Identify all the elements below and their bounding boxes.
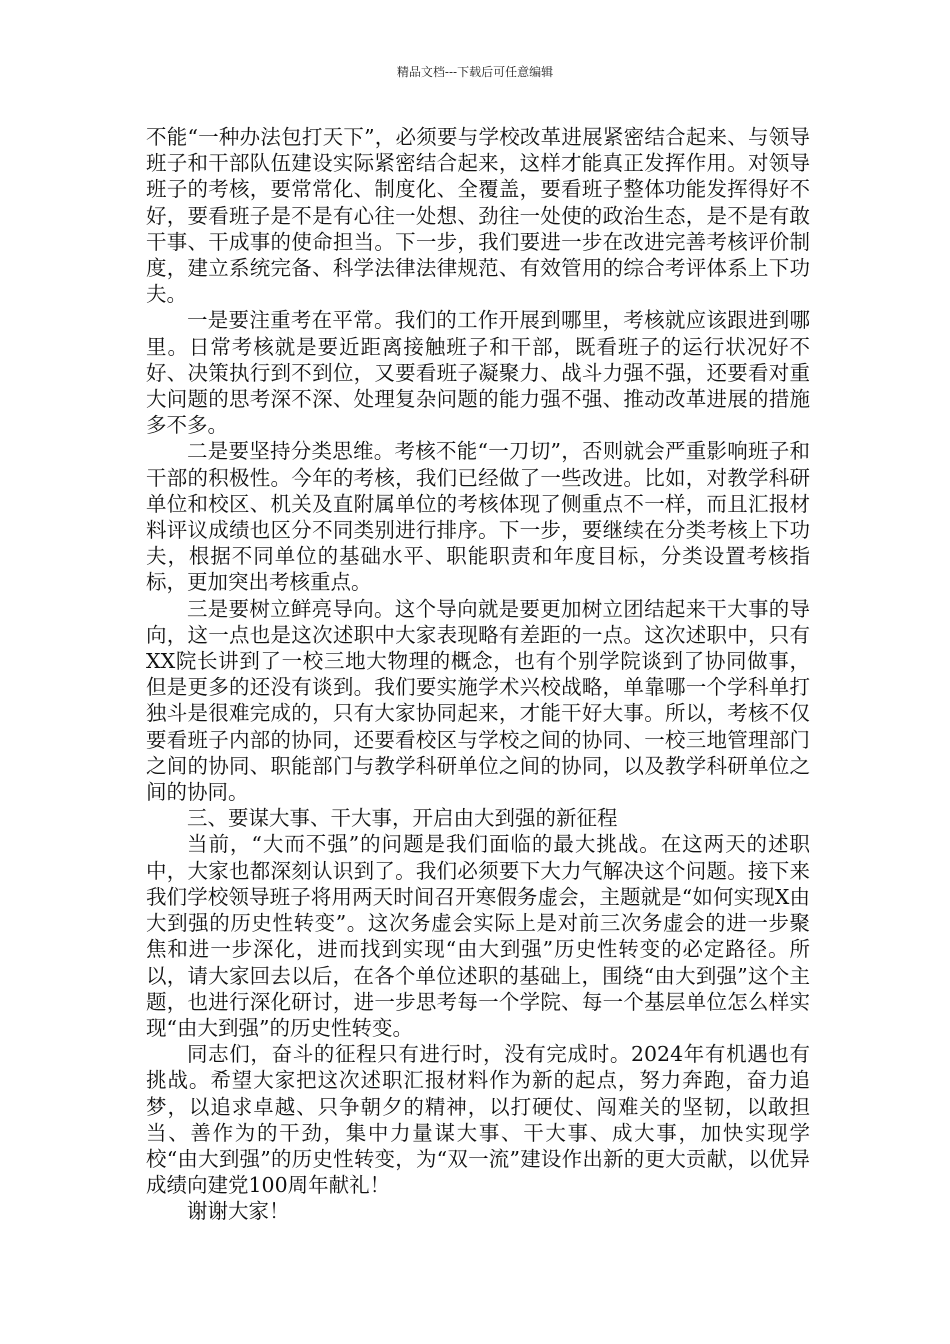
paragraph-continuation: 不能“一种办法包打天下”，必须要与学校改革进展紧密结合起来、与领导班子和干部队伍建设实际紧密结合起来，这样才能真正发挥作用。对领导班子的考核，要常常化、制度化、全覆盖，要看班子整体功能发挥得好不好，要看班子是不是有心往一处想、劲往一处使的政治生态，是不是有敢干事、干成事的使命担当。下一步，我们要进一步在改进完善考核评价制度，建立系统完备、科学法律法律规范、有效管用的综合考评体系上下功夫。 [146, 125, 810, 307]
page-header: 精品文档---下载后可任意编辑 [396, 65, 554, 79]
paragraph-closing: 同志们，奋斗的征程只有进行时，没有完成时。2024年有机遇也有挑战。希望大家把这次述职汇报材料作为新的起点，努力奔跑，奋力追梦，以追求卓越、只争朝夕的精神，以打硬仗、闯难关的坚韧，以敢担当、善作为的干劲，集中力量谋大事、干大事、成大事，加快实现学校“由大到强”的历史性转变，为“双一流”建设作出新的更大贡献，以优异成绩向建党100周年献礼！ [146, 1042, 810, 1198]
document-body [146, 124, 810, 1225]
paragraph-point-three: 三是要树立鲜亮导向。这个导向就是要更加树立团结起来干大事的导向，这一点也是这次述职中大家表现略有差距的一点。这次述职中，只有XX院长讲到了一校三地大物理的概念，也有个别学院谈到了协同做事，但是更多的还没有谈到。我们要实施学术兴校战略，单靠哪一个学科单打独斗是很难完成的，只有大家协同起来，才能干好大事。所以，考核不仅要看班子内部的协同，还要看校区与学校之间的协同、一校三地管理部门之间的协同、职能部门与教学科研单位之间的协同，以及教学科研单位之间的协同。 [146, 596, 810, 805]
paragraph-point-two: 二是要坚持分类思维。考核不能“一刀切”，否则就会严重影响班子和干部的积极性。今年的考核，我们已经做了一些改进。比如，对教学科研单位和校区、机关及直附属单位的考核体现了侧重点不一样，而且汇报材料评议成绩也区分不同类别进行排序。下一步，要继续在分类考核上下功夫，根据不同单位的基础水平、职能职责和年度目标，分类设置考核指标，更加突出考核重点。 [146, 439, 810, 595]
paragraph-point-one: 一是要注重考在平常。我们的工作开展到哪里，考核就应该跟进到哪里。日常考核就是要近距离接触班子和干部，既看班子的运行状况好不好、决策执行到不到位，又要看班子凝聚力、战斗力强不强，还要看对重大问题的思考深不深、处理复杂问题的能力强不强、推动改革进展的措施多不多。 [146, 308, 810, 438]
paragraph-thanks: 谢谢大家！ [187, 1199, 290, 1224]
paragraph-current-challenge: 当前，“大而不强”的问题是我们面临的最大挑战。在这两天的述职中，大家也都深刻认识到了。我们必须要下大力气解决这个问题。接下来我们学校领导班子将用两天时间召开寒假务虚会，主题就是“如何实现X由大到强的历史性转变”。这次务虚会实际上是对前三次务虚会的进一步聚焦和进一步深化，进而找到实现“由大到强”历史性转变的必定路径。所以，请大家回去以后，在各个单位述职的基础上，围绕“由大到强”这个主题，也进行深化研讨，进一步思考每一个学院、每一个基层单位怎么样实现“由大到强”的历史性转变。 [146, 832, 810, 1040]
section-heading: 三、要谋大事、干大事，开启由大到强的新征程 [187, 806, 618, 831]
